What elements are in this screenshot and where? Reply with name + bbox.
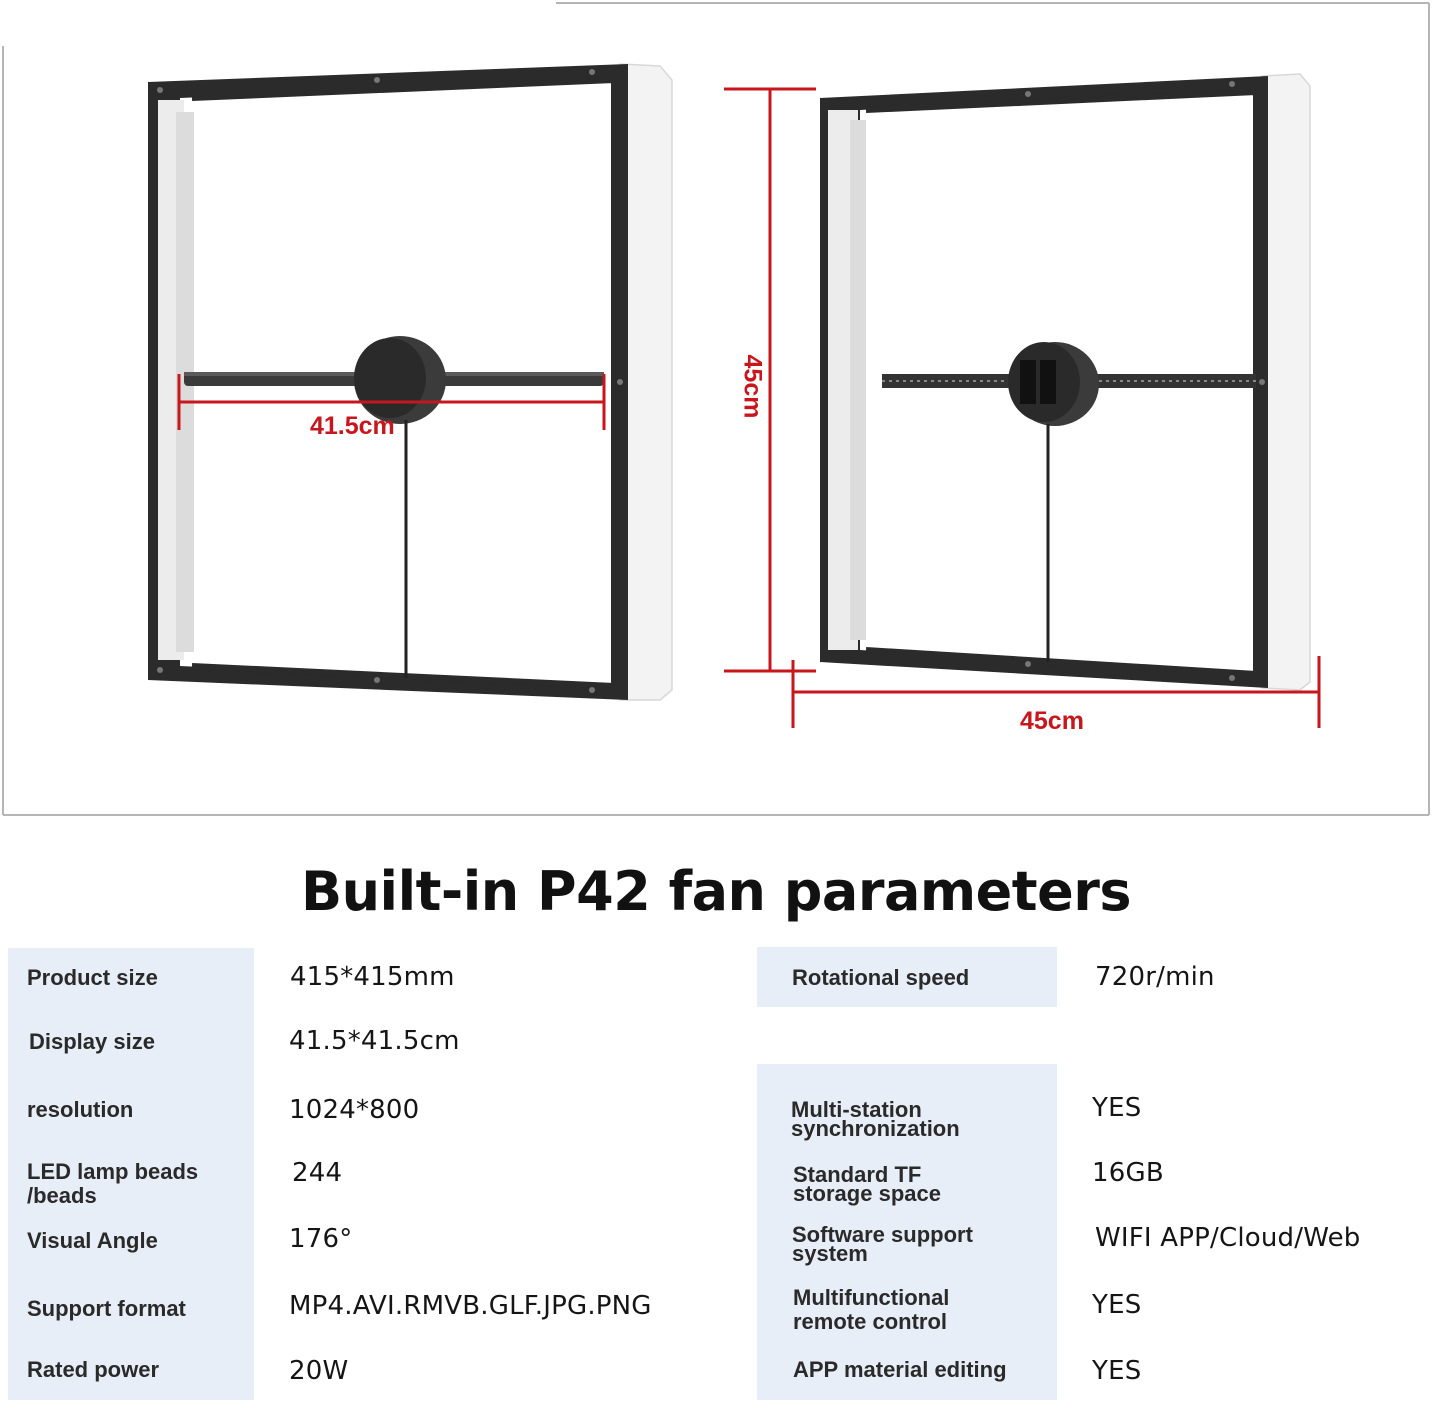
param-value-app-material-editing: YES xyxy=(1092,1356,1142,1386)
right-frame xyxy=(820,74,1310,690)
param-label-app-material-editing: APP material editing xyxy=(793,1357,1007,1382)
param-value-resolution: 1024*800 xyxy=(289,1095,420,1125)
param-label-visual-angle: Visual Angle xyxy=(27,1228,158,1253)
param-value-rated-power: 20W xyxy=(289,1356,349,1386)
param-value-multi-station-sync: YES xyxy=(1092,1093,1142,1123)
param-label-display-size: Display size xyxy=(29,1029,155,1054)
param-label-multi-station-sync: Multi-station synchronization xyxy=(791,1097,960,1141)
param-value-product-size: 415*415mm xyxy=(290,962,455,992)
param-value-multifunctional-remote: YES xyxy=(1092,1290,1142,1320)
param-value-standard-tf-storage: 16GB xyxy=(1092,1158,1164,1188)
param-label-rated-power: Rated power xyxy=(27,1357,160,1382)
frame-height-label: 45cm xyxy=(738,354,767,419)
param-label-led-lamp-beads: LED lamp beads /beads xyxy=(27,1159,199,1208)
param-value-led-lamp-beads: 244 xyxy=(292,1158,343,1188)
parameters-title: Built-in P42 fan parameters xyxy=(300,860,1132,923)
param-label-multifunctional-remote: Multifunctional remote control xyxy=(793,1285,950,1334)
left-frame xyxy=(148,64,672,700)
param-value-display-size: 41.5*41.5cm xyxy=(289,1026,460,1056)
fan-width-label: 41.5cm xyxy=(310,412,395,440)
param-label-rotational-speed: Rotational speed xyxy=(792,965,970,990)
param-value-visual-angle: 176° xyxy=(289,1224,353,1254)
param-label-product-size: Product size xyxy=(27,965,158,990)
frame-width-label: 45cm xyxy=(1020,707,1084,735)
param-label-support-format: Support format xyxy=(27,1296,186,1321)
param-label-software-support: Software support system xyxy=(792,1222,973,1266)
param-value-software-support: WIFI APP/Cloud/Web xyxy=(1095,1223,1361,1253)
param-label-standard-tf-storage: Standard TF storage space xyxy=(793,1162,941,1206)
param-value-support-format: MP4.AVI.RMVB.GLF.JPG.PNG xyxy=(289,1291,652,1321)
param-label-resolution: resolution xyxy=(27,1097,134,1122)
param-value-rotational-speed: 720r/min xyxy=(1095,962,1215,992)
